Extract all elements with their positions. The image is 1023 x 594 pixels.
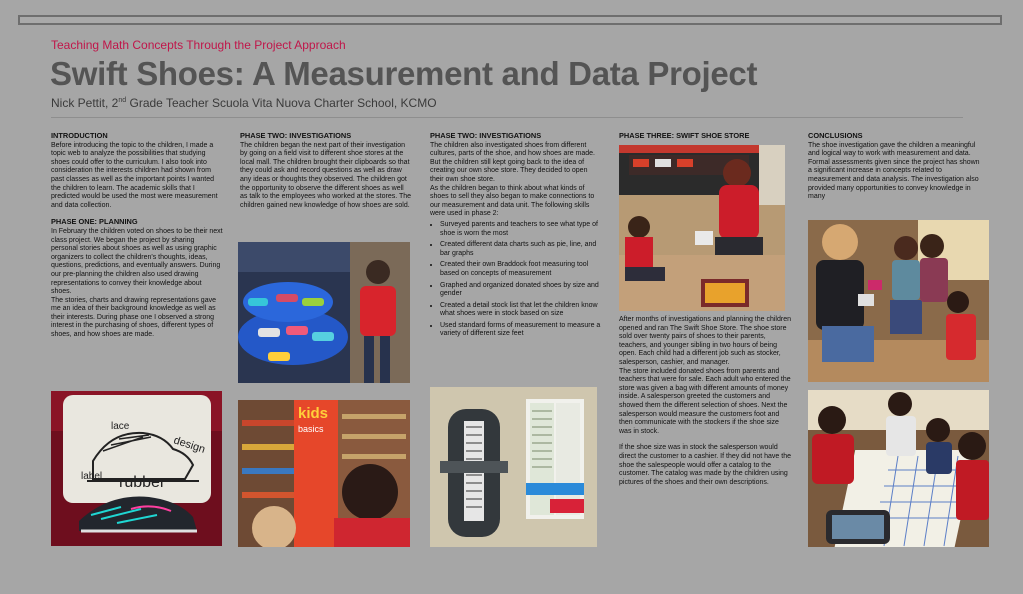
skills-list-item: • Used standard forms of measurement to measure a variety of different size feet — [440, 322, 602, 339]
drawing-label-design: design — [172, 434, 207, 456]
phase-three-heading: PHASE THREE: SWIFT SHOE STORE — [619, 131, 750, 140]
photo-shoe-store-aisle — [238, 400, 410, 547]
store-sign-basics: basics — [298, 424, 324, 434]
poster-byline — [51, 96, 437, 110]
conclusions-text: The shoe investigation gave the children a meaningful and logical way to work with measurement and data. Formal assessments given since the project has shown a significant increase in concepts related to measurement and data analysis. The investigation also provided many opportunities to convey knowledge in many — [808, 141, 980, 201]
byline-ordinal: nd — [118, 97, 127, 104]
column-introduction — [51, 132, 223, 340]
column-phase-three-heading — [619, 132, 791, 142]
top-frame-bar — [18, 15, 1002, 25]
skills-list-item: • Graphed and organized donated shoes by size and gender — [440, 282, 602, 299]
photo-mall-shoe-display — [238, 242, 410, 383]
drawing-label-rubber: rubber — [119, 474, 166, 491]
skills-list-item: • Created their own Braddock foot measuring tool based on concepts of measurement — [440, 261, 602, 278]
phase-two-b-text-2: As the children began to think about what kinds of shoes to sell they also began to make connections to our measurement and data unit. The following skills were used in phase 2: — [430, 184, 595, 218]
poster-kicker: Teaching Math Concepts Through the Project Approach — [51, 38, 346, 52]
drawing-label-label: label — [81, 471, 103, 482]
store-sign-kids: kids — [298, 405, 329, 422]
byline-prefix: Nick Pettit, 2 — [51, 96, 119, 110]
photo-shoe-drawing — [51, 391, 222, 546]
column-phase-two-b — [430, 132, 602, 342]
phase-three-text-2: The store included donated shoes from parents and teachers that were for sale. Each adult who entered the store was given a bag with different amounts of money inside. A salesperson greeted the customers and showed them the different selection of shoes. Next the salesperson would measure the customers foot and then communicate with the stockers if the shoe size was in stock. — [619, 367, 791, 435]
photo-children-graphing — [808, 390, 989, 547]
phase-one-heading: PHASE ONE: PLANNING — [51, 217, 138, 227]
column-phase-three — [619, 316, 791, 487]
introduction-heading: INTRODUCTION — [51, 131, 108, 140]
skills-list-item: • Created a detail stock list that let the children know what shoes were in stock based on size — [440, 302, 602, 319]
phase-two-b-heading: PHASE TWO: INVESTIGATIONS — [430, 131, 542, 140]
phase-two-a-heading: PHASE TWO: INVESTIGATIONS — [240, 131, 352, 140]
photo-foot-measuring-tools — [430, 387, 597, 547]
column-conclusions — [808, 132, 980, 202]
conclusions-heading: CONCLUSIONS — [808, 131, 863, 140]
byline-suffix: Grade Teacher Scuola Vita Nuova Charter School, KCMO — [126, 96, 437, 110]
phase-one-text-2: The stories, charts and drawing representations gave me an idea of their background knowledge as well as their interests. During phase one I observed a strong interest in the purchasing of shoes, different types of shoes, and how shoes are made. — [51, 296, 216, 339]
skills-list-item: • Surveyed parents and teachers to see what type of shoe is worn the most — [440, 221, 602, 238]
phase-three-text: After months of investigations and planning the children opened and ran The Swift Shoe Store. The shoe store sold over twenty pairs of shoes to their parents, teachers, and younger sibling in two hours of being open. Each child had a different job such as stocker, salesperson, cashier, and manager. — [619, 316, 791, 366]
phase-two-skills-list — [430, 221, 602, 339]
phase-three-text-3: If the shoe size was in stock the salesperson would direct the customer to a cashier. If they did not have the shoe the salespeople would offer a catalog to the customer. The catalog was made by the children using pictures of the shoes and their own descriptions. — [619, 444, 791, 486]
drawing-label-lace: lace — [111, 421, 130, 432]
photo-parents-and-children — [808, 220, 989, 382]
photo-shoe-store-cashier — [619, 145, 785, 311]
skills-list-item: • Created different data charts such as pie, line, and bar graphs — [440, 241, 602, 258]
phase-one-text: In February the children voted on shoes to be their next class project. We began the project by sharing personal stories about shoes as well as using graphic organizers to collect the children's thoughts, ideas, questions, predictions, and eventually answers. During our pre-planning the children also used drawing representations to convey their knowledge about shoes. — [51, 227, 223, 296]
poster-title: Swift Shoes: A Measurement and Data Project — [50, 55, 758, 92]
introduction-text: Before introducing the topic to the children, I made a topic web to analyze the possibilities that studying shoes could offer to the curriculum. I also took into consideration the interests children had shown from past classes as well as the important points I wanted the children to learn. The academic skills that I predicted would be used the most were measurement and data collection. — [51, 141, 218, 209]
phase-two-b-text: The children also investigated shoes from different cultures, parts of the shoe, and how shoes are made. But the children still kept going back to the idea of creating our own shoe store. They decided to open their own shoe store. — [430, 141, 595, 183]
column-phase-two-a — [240, 132, 412, 210]
header-divider — [51, 117, 963, 118]
phase-two-a-text: The children began the next part of their investigation by going on a field visit to different shoe stores at the local mall. The children brought their clipboards so that they could ask and record questions as well as draw any ideas or thoughts they observed. The children got the opportunity to observe the different shoes as well as talk to the employees who worked at the stores. The children gained new knowledge of how shoes are sold. — [240, 141, 412, 209]
